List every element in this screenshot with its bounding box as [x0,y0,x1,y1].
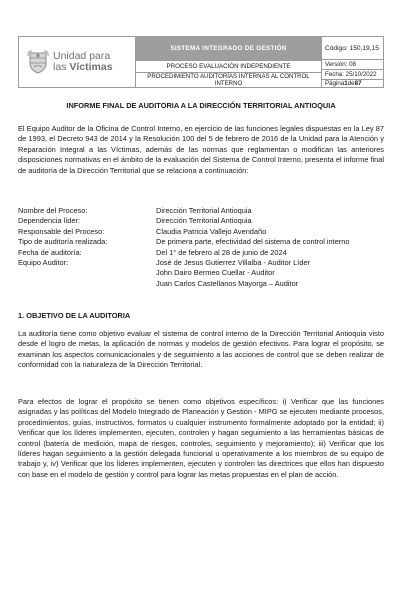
logo-line-2 [53,62,113,73]
info-row [18,227,384,237]
info-value: Del 1° de febrero al 28 de junio de 2024 [156,247,287,257]
info-label [18,279,156,289]
info-label: Responsable del Proceso: [18,226,105,236]
info-value: Dirección Territorial Antioquia [156,206,252,215]
info-value: De primera parte, efectividad del sistema de control interno [156,237,350,247]
page-total: 87 [354,80,362,87]
document-version: Versión: 08 [322,60,383,70]
info-value: José de Jesus Gutierrez Villalba - Auditor Líder [156,258,310,268]
logo-line-1: Unidad para [53,50,111,62]
page-mid: de [347,80,355,87]
info-label: Nombre del Proceso: [18,206,88,215]
specific-objectives-paragraph: Para efectos de lograr el propósito se tienen como objetivos específicos: i) Verificar que las funciones asignadas y las políticas del Modelo Integrado de Planeación y Gestión - MIPG se ejecuten mediante procesos, procedimientos, guías, instructivos, formatos u cualquier instrumento formalmente adoptado por la entidad; ii) Verificar que los líderes implementen, ejecuten, controlen y hagan seguimiento a las herramientas básicas de control (batería de medición, mapa de riesgos, controles, seguimiento y mejoramiento); iii) Verificar que los líderes hagan seguimiento a la gestión delegada funcional u operativamente a los miembros de su equipo de trabajo y, iv) Verificar que los líderes implementen, ejecuten y controlen las directrices que ellos han dispuesto con base en el modelo de gestión y control para lograr las metas propuestas en el plan de acción. [18,397,384,479]
colombia-coat-of-arms-icon [27,50,49,74]
info-row [18,258,384,268]
header-titles [136,37,322,87]
objective-paragraph: La auditoría tiene como objetivo evaluar el sistema de control interno de la Dirección Territorial Antioquia visto desde el logro de metas, la aplicación de normas y modelos de gestión efectivos. Para lograr el propósito, se examinan los aspectos comunicacionales y de seguimiento a las acciones de control que se deben realizar de conformidad con la naturaleza de la Dirección Territorial. [18,329,384,370]
info-label: Equipo Auditor: [18,258,69,268]
document-date: Fecha: 25/10/2022 [322,70,383,80]
info-label: Dependencia líder: [18,216,81,226]
section-heading: 1. OBJETIVO DE LA AUDITORIA [18,311,131,320]
document-header [18,36,384,88]
page-number [322,80,383,87]
info-label: Tipo de auditoría realizada: [18,237,108,247]
info-value: Juan Carlos Castellanos Mayorga – Auditor [156,278,299,288]
info-label [18,268,156,278]
procedure-name: PROCEDIMIENTO AUDITORÍAS INTERNAS AL CONTROL INTERNO [147,72,310,87]
info-row [18,206,384,216]
info-label: Fecha de auditoría: [18,247,82,257]
logo-line-2-bold: Víctimas [69,61,113,73]
info-value: Dirección Territorial Antioquia [156,216,252,226]
system-title: SISTEMA INTEGRADO DE GESTIÓN [136,37,321,61]
page-prefix: Página [325,80,345,87]
page-current: 1 [344,80,348,87]
entity-logo [19,37,136,87]
process-name: PROCESO EVALUACIÓN INDEPENDIENTE [136,61,321,73]
logo-wordmark [53,51,113,73]
document-code: Código: 150,19,15 [322,37,383,60]
intro-paragraph: El Equipo Auditor de la Oficina de Control Interno, en ejercicio de las funciones legales dispuestas en la Ley 87 de 1993, el Decreto 943 de 2014 y la Resolución 100 del 5 de febrero de 2016 de la Unidad para la Atención y Reparación Integral a las Víctimas, además de las normas que reglamentan o modifican las anteriores disposiciones normativas en el ámbito de la evaluación del Sistema de Control Interno, presenta el informe final de auditoría de la Dirección Territorial que se relaciona a continuación: [18,124,384,175]
info-value: Claudia Patricia Vallejo Avendaño [156,226,267,236]
audit-info-list [18,206,384,289]
header-metadata [322,37,383,87]
info-row [18,248,384,258]
info-row [18,237,384,247]
info-row [18,268,384,278]
info-row [18,279,384,289]
info-value: John Dairo Bermeo Cuellar - Auditor [156,268,275,278]
report-title: INFORME FINAL DE AUDITORIA A LA DIRECCIÓN TERRITORIAL ANTIOQUIA [66,101,336,110]
logo-line-2-prefix: las [53,61,70,73]
info-row [18,216,384,226]
